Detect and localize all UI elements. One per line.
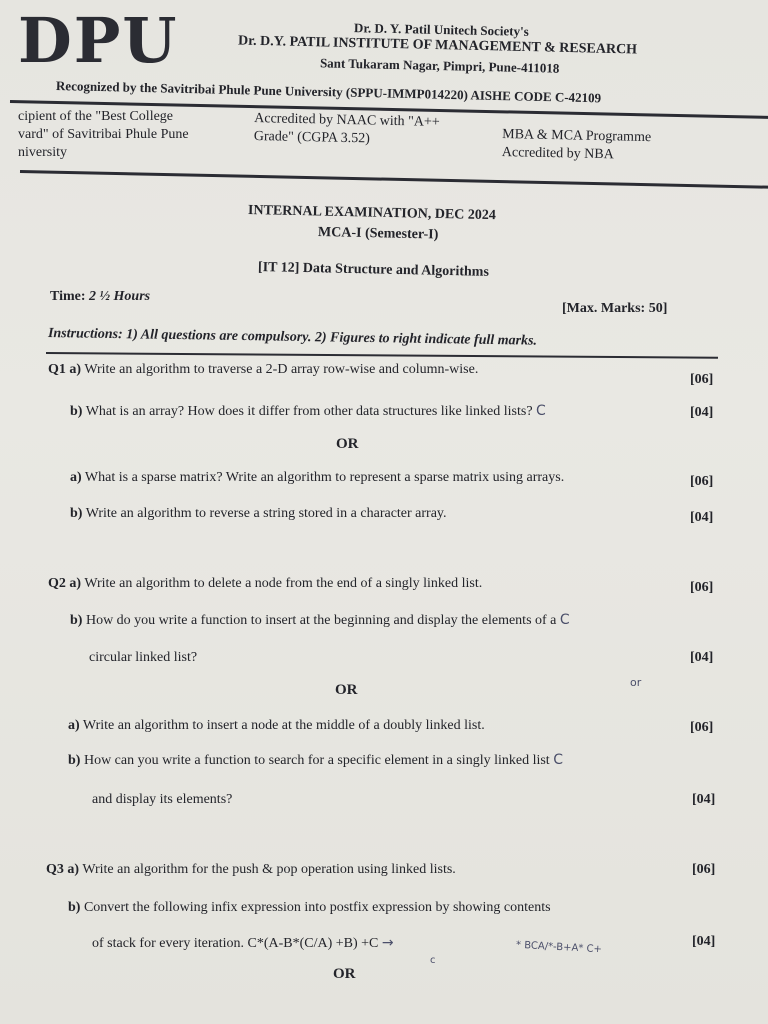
question-marks: [04]: [690, 650, 714, 665]
accolade-column: [18, 108, 189, 162]
time-label: Time:: [50, 289, 86, 304]
question-part: b): [70, 506, 83, 521]
question-text-continued: circular linked list?: [89, 650, 198, 665]
question-q3b: [68, 900, 551, 916]
question-part: a): [67, 862, 80, 877]
handwritten-postfix-note: * BCA/*-B+A* C+: [515, 939, 603, 956]
question-part: b): [70, 404, 83, 419]
question-text: Write an algorithm to insert a node at the middle of a doubly linked list.: [82, 718, 485, 733]
handwritten-c-mark: C: [559, 612, 570, 628]
question-text-continued: [92, 935, 394, 952]
handwritten-small-c: c: [430, 955, 436, 966]
question-marks: [06]: [692, 862, 716, 877]
question-part: b): [68, 900, 81, 915]
dpu-logo: DPU: [18, 4, 179, 77]
instructions: Instructions: 1) All questions are compulsory. 2) Figures to right indicate full marks.: [47, 326, 538, 349]
accolade-line: niversity: [18, 145, 67, 160]
handwritten-or-note: or: [630, 676, 642, 689]
question-text: How do you write a function to insert at the beginning and display the elements of a: [85, 613, 557, 628]
question-q2a-alt: [68, 718, 485, 734]
handwritten-c-mark: C: [553, 752, 563, 768]
question-number: Q3: [46, 862, 64, 877]
question-text: Write an algorithm for the push & pop operation using linked lists.: [82, 862, 456, 877]
question-text-continued: and display its elements?: [92, 792, 233, 807]
question-part: b): [68, 753, 81, 768]
nba-line: Accredited by NBA: [501, 144, 614, 163]
question-part: a): [68, 718, 80, 733]
question-q1a: [48, 362, 478, 378]
question-q2b-alt: [68, 752, 563, 769]
question-q2a: [48, 576, 482, 592]
exam-class: MCA-I (Semester-I): [317, 225, 439, 243]
question-marks: [06]: [690, 720, 714, 735]
question-marks: [04]: [692, 934, 716, 949]
question-marks: [06]: [690, 580, 714, 595]
or-divider: OR: [333, 966, 356, 982]
society-name: Dr. D. Y. Patil Unitech Society's: [353, 20, 529, 39]
question-number: Q2: [48, 576, 66, 591]
accolade-line: cipient of the "Best College: [18, 109, 174, 124]
nba-column: [502, 126, 652, 165]
or-divider: OR: [335, 682, 358, 698]
question-marks: [04]: [690, 405, 714, 420]
instructions-rule: [46, 352, 718, 359]
question-part: b): [70, 613, 83, 628]
max-marks: [Max. Marks: 50]: [562, 301, 668, 316]
question-marks: [06]: [690, 474, 714, 489]
recognition-line: Recognized by the Savitribai Phule Pune University (SPPU-IMMP014220) AISHE CODE C-42109: [55, 78, 602, 106]
naac-line: Grade" (CGPA 3.52): [253, 128, 370, 147]
exam-title: INTERNAL EXAMINATION, DEC 2024: [247, 203, 497, 224]
handwritten-c-mark: C: [536, 403, 546, 419]
institute-name: Dr. D.Y. PATIL INSTITUTE OF MANAGEMENT & RESEARCH: [237, 33, 638, 58]
question-number: Q1: [48, 362, 66, 377]
accolade-line: vard" of Savitribai Phule Pune: [18, 127, 189, 142]
question-part: a): [69, 362, 82, 377]
or-divider: OR: [336, 436, 359, 452]
question-q1b: [70, 403, 546, 420]
exam-time: [50, 289, 150, 305]
question-marks: [04]: [690, 510, 714, 525]
question-text: Write an algorithm to delete a node from the end of a singly linked list.: [84, 576, 483, 591]
question-text: Convert the following infix expression into postfix expression by showing contents: [83, 900, 551, 915]
nba-line: MBA & MCA Programme: [502, 127, 652, 146]
question-q3a: [46, 862, 456, 878]
naac-line: Accredited by NAAC with "A++: [254, 111, 440, 130]
question-text-continued-line: of stack for every iteration. C*(A-B*(C/A) +B) +C: [92, 936, 379, 951]
question-part: a): [70, 470, 82, 485]
question-q2b: [70, 612, 570, 629]
question-text: What is an array? How does it differ from other data structures like linked lists?: [85, 404, 533, 419]
time-value: 2 ½ Hours: [89, 289, 151, 304]
question-q1b-alt: [70, 506, 447, 522]
question-part: a): [69, 576, 82, 591]
question-marks: [06]: [690, 372, 714, 387]
header-rule-bottom: [20, 170, 768, 189]
exam-subject: [IT 12] Data Structure and Algorithms: [257, 260, 490, 280]
question-text: Write an algorithm to traverse a 2-D array row-wise and column-wise.: [84, 362, 479, 377]
question-marks: [04]: [692, 792, 716, 807]
question-q1a-alt: [70, 470, 564, 486]
question-text: Write an algorithm to reverse a string stored in a character array.: [85, 506, 447, 521]
institute-address: Sant Tukaram Nagar, Pimpri, Pune-411018: [319, 55, 560, 76]
handwritten-arrow: →: [381, 935, 394, 951]
question-text: How can you write a function to search for a specific element in a singly linked list: [83, 753, 550, 768]
question-text: What is a sparse matrix? Write an algorithm to represent a sparse matrix using arrays.: [84, 470, 565, 485]
naac-column: [254, 110, 440, 150]
